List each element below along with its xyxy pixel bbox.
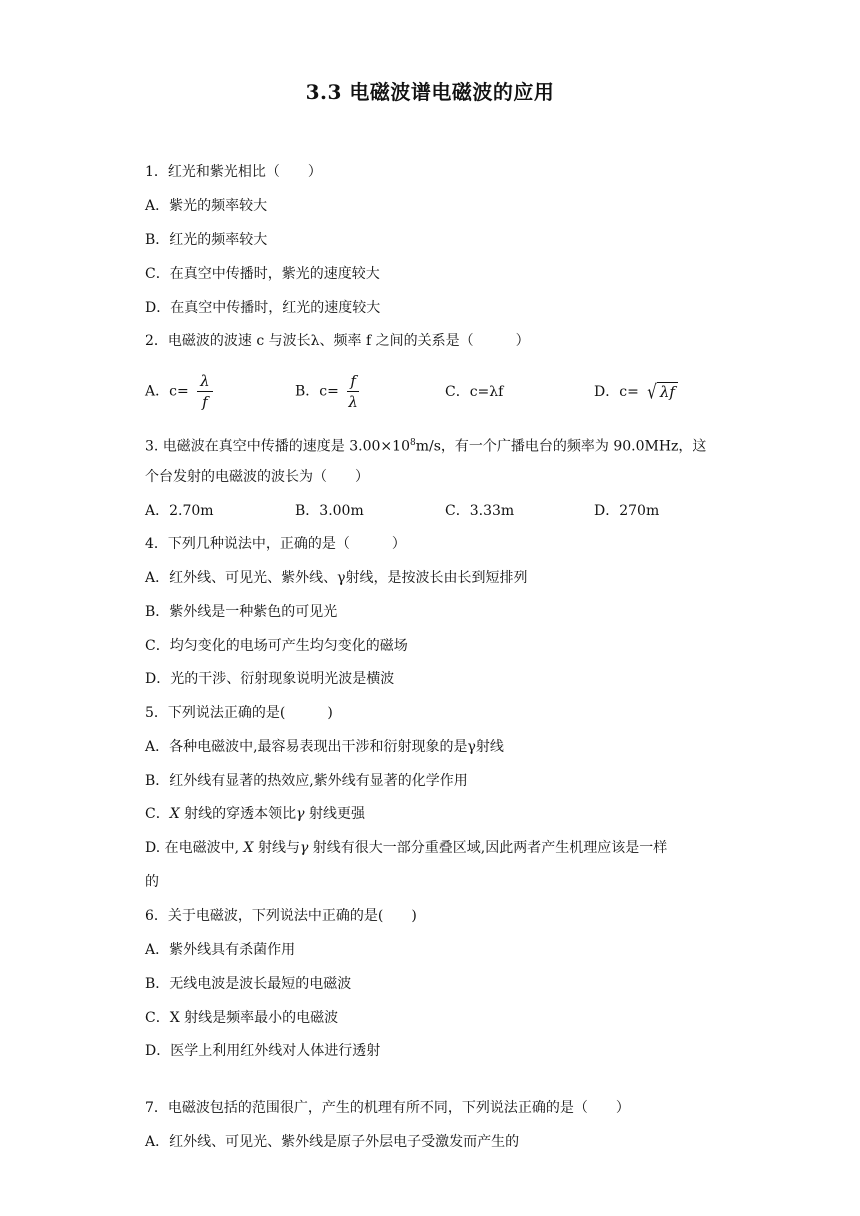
question-2-option-d: D．c= √ λf [594, 382, 678, 402]
question-2-option-c: C．c=λf [445, 384, 504, 400]
question-5-option-a: A．各种电磁波中,最容易表现出干涉和衍射现象的是γ射线 [145, 739, 504, 755]
question-6-stem: 6．关于电磁波，下列说法中正确的是( ) [145, 908, 417, 924]
question-2-option-a: A．c= $\frac{\lambda}{f}$ [145, 372, 213, 411]
question-2-stem: 2．电磁波的波速 c 与波长λ、频率 f 之间的关系是（ ） [145, 333, 530, 349]
question-4-stem: 4．下列几种说法中，正确的是（ ） [145, 536, 406, 552]
question-3-option-b: B．3.00m [295, 503, 364, 519]
question-5-option-d-line2: 的 [145, 874, 159, 890]
question-1-stem: 1．红光和紫光相比（ ） [145, 164, 322, 180]
fraction-f-over-lambda: $\frac{f}{\lambda}$ [348, 372, 358, 411]
question-5-stem: 5．下列说法正确的是( ) [145, 705, 333, 721]
question-5-option-d: D. 在电磁波中, X 射线与γ 射线有很大一部分重叠区域,因此两者产生机理应该是一样 [145, 840, 668, 856]
question-2-option-b: B．c= $\frac{f}{\lambda}$ [295, 372, 358, 411]
question-6-option-a: A．紫外线具有杀菌作用 [145, 942, 296, 958]
question-6-option-b: B．无线电波是波长最短的电磁波 [145, 976, 352, 992]
question-3-option-d: D．270m [594, 503, 660, 519]
page-title: 3.3 电磁波谱电磁波的应用 [305, 80, 555, 104]
square-root-expression: √ λf [647, 382, 678, 402]
question-7-stem: 7．电磁波包括的范围很广，产生的机理有所不同，下列说法正确的是（ ） [145, 1100, 630, 1116]
question-3-option-c: C．3.33m [445, 503, 515, 519]
question-4-option-b: B．紫外线是一种紫色的可见光 [145, 604, 338, 620]
fraction-lambda-over-f: $\frac{\lambda}{f}$ [197, 372, 213, 411]
question-3-option-a: A．2.70m [145, 503, 214, 519]
question-6-option-d: D．医学上利用红外线对人体进行透射 [145, 1043, 381, 1059]
question-1-option-a: A．紫光的频率较大 [145, 198, 268, 214]
question-3-stem-line2: 个台发射的电磁波的波长为（ ） [145, 469, 369, 485]
question-5-option-c: C．X 射线的穿透本领比γ 射线更强 [145, 806, 365, 822]
question-4-option-c: C．均匀变化的电场可产生均匀变化的磁场 [145, 638, 408, 654]
question-4-option-a: A．红外线、可见光、紫外线、γ射线，是按波长由长到短排列 [145, 570, 528, 586]
question-3-stem: 3. 电磁波在真空中传播的速度是 $3.00\times 10^8m/s$，有一个广播电台的频率为 90.0MHz，这 [145, 438, 707, 455]
question-1-option-d: D．在真空中传播时，红光的速度较大 [145, 300, 381, 316]
question-4-option-d: D．光的干涉、衍射现象说明光波是横波 [145, 671, 395, 687]
question-1-option-b: B．红光的频率较大 [145, 232, 268, 248]
question-6-option-c: C．X 射线是频率最小的电磁波 [145, 1010, 339, 1026]
question-1-option-c: C．在真空中传播时，紫光的速度较大 [145, 266, 380, 282]
question-7-option-a: A．红外线、可见光、紫外线是原子外层电子受激发而产生的 [145, 1134, 520, 1150]
question-5-option-b: B．红外线有显著的热效应,紫外线有显著的化学作用 [145, 773, 468, 789]
